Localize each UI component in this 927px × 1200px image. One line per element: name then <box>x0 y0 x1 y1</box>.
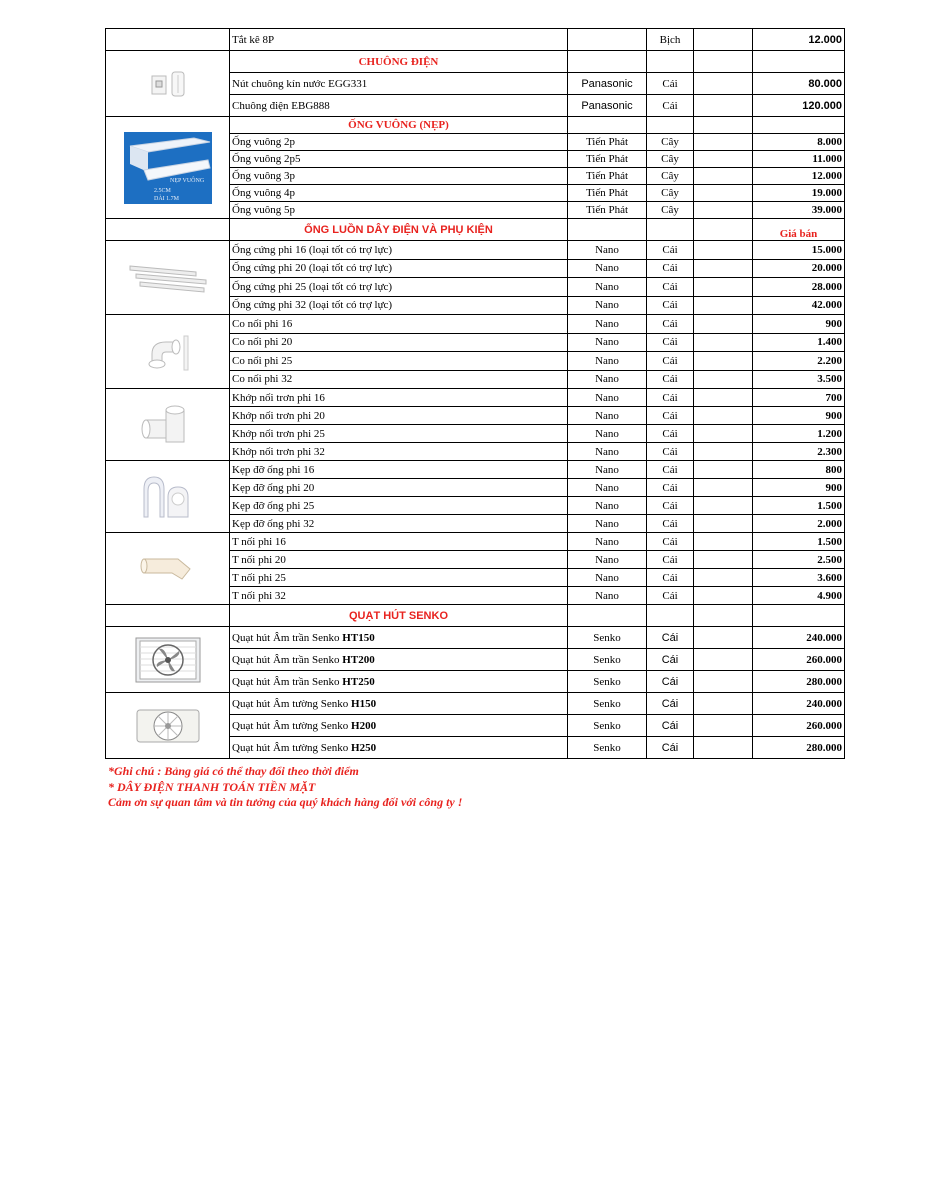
empty-cell <box>694 219 753 241</box>
item-brand: Panasonic <box>568 95 647 117</box>
item-name: Co nối phi 20 <box>230 333 568 352</box>
item-name: Chuông điện EBG888 <box>230 95 568 117</box>
item-brand: Senko <box>568 715 647 737</box>
item-price: 900 <box>753 479 845 497</box>
item-brand: Tiến Phát <box>568 202 647 219</box>
item-price: 240.000 <box>753 627 845 649</box>
item-name: Khớp nối trơn phi 32 <box>230 443 568 461</box>
item-brand: Nano <box>568 515 647 533</box>
empty-cell <box>694 185 753 202</box>
item-name: Kẹp đỡ ống phi 25 <box>230 497 568 515</box>
item-unit: Cái <box>647 425 694 443</box>
empty-cell <box>647 605 694 627</box>
item-brand: Senko <box>568 693 647 715</box>
section-title: ỐNG VUÔNG (NẸP) <box>230 117 568 134</box>
table-row <box>106 389 845 407</box>
empty-cell <box>106 219 230 241</box>
item-unit: Cây <box>647 151 694 168</box>
empty-cell <box>694 134 753 151</box>
table-row <box>106 605 845 627</box>
item-unit: Bịch <box>647 29 694 51</box>
item-price: 4.900 <box>753 587 845 605</box>
item-name: Khớp nối trơn phi 25 <box>230 425 568 443</box>
item-price: 1.500 <box>753 533 845 551</box>
item-unit: Cây <box>647 185 694 202</box>
item-name <box>230 649 568 671</box>
item-name: Nút chuông kín nước EGG331 <box>230 73 568 95</box>
empty-cell <box>694 241 753 260</box>
table-row <box>106 533 845 551</box>
item-name: Ống vuông 5p <box>230 202 568 219</box>
item-price: 12.000 <box>753 168 845 185</box>
note-line: Cảm ơn sự quan tâm và tin tưởng của quý khách hàng đối với công ty ! <box>108 795 463 809</box>
item-unit: Cái <box>647 551 694 569</box>
note-line: *Ghi chú : Bảng giá có thể thay đổi theo thời điểm <box>108 764 359 778</box>
empty-cell <box>694 333 753 352</box>
empty-cell <box>568 605 647 627</box>
item-name: Ống vuông 2p5 <box>230 151 568 168</box>
fan-model: H150 <box>351 697 377 710</box>
empty-cell <box>694 497 753 515</box>
fan-model: HT250 <box>342 675 375 688</box>
empty-cell <box>694 259 753 278</box>
item-brand: Nano <box>568 425 647 443</box>
empty-cell <box>694 95 753 117</box>
item-brand: Tiến Phát <box>568 185 647 202</box>
coupling-icon <box>138 400 198 450</box>
fan-model: H200 <box>351 719 377 732</box>
item-price: 800 <box>753 461 845 479</box>
item-name: T nối phi 20 <box>230 551 568 569</box>
item-price: 260.000 <box>753 649 845 671</box>
empty-cell <box>694 202 753 219</box>
empty-cell <box>694 443 753 461</box>
item-price: 260.000 <box>753 715 845 737</box>
clip-icon <box>138 469 198 525</box>
item-name: Co nối phi 16 <box>230 315 568 334</box>
item-unit: Cái <box>647 278 694 297</box>
item-name: Ống cứng phi 16 (loại tốt có trợ lực) <box>230 241 568 260</box>
fan-name-prefix: Quạt hút Âm trần Senko <box>232 631 343 644</box>
fan-name-prefix: Quạt hút Âm trần Senko <box>232 653 343 666</box>
empty-cell <box>694 151 753 168</box>
item-name: Ống cứng phi 32 (loại tốt có trợ lực) <box>230 296 568 315</box>
table-row <box>106 51 845 73</box>
item-brand: Senko <box>568 627 647 649</box>
price-header: Giá bán <box>753 219 845 241</box>
notes <box>108 764 462 811</box>
item-price: 2.300 <box>753 443 845 461</box>
empty-cell <box>106 605 230 627</box>
table-row <box>106 241 845 260</box>
table-row <box>106 627 845 649</box>
item-unit: Cái <box>647 461 694 479</box>
wall-fan-icon <box>135 706 201 746</box>
item-unit: Cái <box>647 737 694 759</box>
item-brand: Tiến Phát <box>568 134 647 151</box>
empty-cell <box>694 551 753 569</box>
duct-label-2: 2.5CM <box>153 187 171 194</box>
empty-cell <box>694 389 753 407</box>
empty-cell <box>694 73 753 95</box>
item-brand: Nano <box>568 587 647 605</box>
item-brand: Nano <box>568 407 647 425</box>
empty-cell <box>694 425 753 443</box>
empty-cell <box>694 51 753 73</box>
fan-model: HT150 <box>342 631 375 644</box>
item-unit: Cái <box>647 315 694 334</box>
empty-cell <box>694 461 753 479</box>
item-brand: Nano <box>568 315 647 334</box>
item-brand: Nano <box>568 443 647 461</box>
item-unit: Cái <box>647 497 694 515</box>
item-name: Ống cứng phi 25 (loại tốt có trợ lực) <box>230 278 568 297</box>
item-brand: Nano <box>568 352 647 371</box>
empty-cell <box>694 715 753 737</box>
empty-cell <box>694 693 753 715</box>
tee-image <box>106 533 230 605</box>
section-title: ỐNG LUỒN DÂY ĐIỆN VÀ PHỤ KIỆN <box>230 219 568 241</box>
empty-cell <box>694 671 753 693</box>
clip-image <box>106 461 230 533</box>
item-price: 900 <box>753 407 845 425</box>
empty-cell <box>568 117 647 134</box>
item-brand: Tiến Phát <box>568 151 647 168</box>
item-name: Kẹp đỡ ống phi 32 <box>230 515 568 533</box>
item-unit: Cái <box>647 627 694 649</box>
fan-name-prefix: Quạt hút Âm tường Senko <box>232 719 352 732</box>
duct-label-3: DÀI 1.7M <box>153 195 179 202</box>
empty-cell <box>568 51 647 73</box>
empty-cell <box>694 315 753 334</box>
empty-cell <box>694 649 753 671</box>
item-brand: Senko <box>568 737 647 759</box>
item-brand: Nano <box>568 479 647 497</box>
empty-cell <box>694 296 753 315</box>
item-unit: Cái <box>647 370 694 389</box>
empty-cell <box>694 278 753 297</box>
wall-fan-image <box>106 693 230 759</box>
item-brand: Nano <box>568 333 647 352</box>
item-unit: Cái <box>647 715 694 737</box>
item-unit: Cây <box>647 168 694 185</box>
item-price: 15.000 <box>753 241 845 260</box>
item-price: 19.000 <box>753 185 845 202</box>
empty-cell <box>647 219 694 241</box>
item-price: 120.000 <box>753 95 845 117</box>
item-brand: Panasonic <box>568 73 647 95</box>
item-name: Tắt kê 8P <box>230 29 568 51</box>
item-brand: Nano <box>568 389 647 407</box>
item-unit: Cái <box>647 73 694 95</box>
item-unit: Cây <box>647 202 694 219</box>
item-unit: Cái <box>647 333 694 352</box>
item-brand: Nano <box>568 551 647 569</box>
table-row <box>106 693 845 715</box>
item-unit: Cái <box>647 296 694 315</box>
empty-cell <box>694 605 753 627</box>
empty-cell <box>694 407 753 425</box>
fan-model: HT200 <box>342 653 375 666</box>
coupling-image <box>106 389 230 461</box>
item-price: 280.000 <box>753 737 845 759</box>
item-name <box>230 627 568 649</box>
item-price: 20.000 <box>753 259 845 278</box>
doorbell-icon <box>146 67 190 101</box>
item-unit: Cái <box>647 569 694 587</box>
item-brand: Tiến Phát <box>568 168 647 185</box>
item-price: 42.000 <box>753 296 845 315</box>
item-brand: Nano <box>568 259 647 278</box>
note-line: * DÂY ĐIỆN THANH TOÁN TIỀN MẶT <box>108 779 316 794</box>
empty-cell <box>694 370 753 389</box>
item-name: Khớp nối trơn phi 16 <box>230 389 568 407</box>
empty-cell <box>753 117 845 134</box>
item-unit: Cái <box>647 95 694 117</box>
item-name: Co nối phi 32 <box>230 370 568 389</box>
item-name <box>230 693 568 715</box>
empty-cell <box>694 569 753 587</box>
item-unit: Cái <box>647 259 694 278</box>
elbow-icon <box>138 324 198 380</box>
item-price: 3.600 <box>753 569 845 587</box>
item-unit: Cái <box>647 649 694 671</box>
item-brand: Nano <box>568 370 647 389</box>
item-name: Kẹp đỡ ống phi 16 <box>230 461 568 479</box>
item-brand: Nano <box>568 497 647 515</box>
empty-cell <box>647 117 694 134</box>
fan-name-prefix: Quạt hút Âm tường Senko <box>232 697 352 710</box>
table-row <box>106 315 845 334</box>
item-price: 80.000 <box>753 73 845 95</box>
item-unit: Cái <box>647 389 694 407</box>
fan-model: H250 <box>351 741 377 754</box>
empty-cell <box>753 605 845 627</box>
item-unit: Cái <box>647 443 694 461</box>
table-row <box>106 461 845 479</box>
item-unit: Cái <box>647 693 694 715</box>
item-price: 12.000 <box>753 29 845 51</box>
price-table <box>105 28 845 759</box>
item-name: Co nối phi 25 <box>230 352 568 371</box>
item-unit: Cái <box>647 671 694 693</box>
pipe-icon <box>126 258 210 298</box>
item-price: 3.500 <box>753 370 845 389</box>
item-brand: Nano <box>568 241 647 260</box>
item-brand: Nano <box>568 461 647 479</box>
item-name: Khớp nối trơn phi 20 <box>230 407 568 425</box>
doorbell-image <box>106 51 230 117</box>
item-name <box>230 671 568 693</box>
item-name: Kẹp đỡ ống phi 20 <box>230 479 568 497</box>
item-price: 11.000 <box>753 151 845 168</box>
empty-cell <box>694 168 753 185</box>
item-unit: Cái <box>647 407 694 425</box>
table-row <box>106 219 845 241</box>
item-name: Ống vuông 3p <box>230 168 568 185</box>
empty-cell <box>568 219 647 241</box>
ceiling-fan-icon <box>135 637 201 683</box>
item-name: T nối phi 25 <box>230 569 568 587</box>
item-unit: Cái <box>647 352 694 371</box>
item-name: T nối phi 32 <box>230 587 568 605</box>
item-brand: Nano <box>568 296 647 315</box>
item-price: 700 <box>753 389 845 407</box>
table-row <box>106 117 845 134</box>
empty-cell <box>694 533 753 551</box>
item-name: Ống vuông 4p <box>230 185 568 202</box>
item-unit: Cái <box>647 587 694 605</box>
empty-cell <box>694 627 753 649</box>
section-title: CHUÔNG ĐIỆN <box>230 51 568 73</box>
section-title: QUẠT HÚT SENKO <box>230 605 568 627</box>
elbow-image <box>106 315 230 389</box>
empty-cell <box>694 117 753 134</box>
item-price: 900 <box>753 315 845 334</box>
item-price: 1.500 <box>753 497 845 515</box>
empty-cell <box>694 587 753 605</box>
ceiling-fan-image <box>106 627 230 693</box>
item-price: 8.000 <box>753 134 845 151</box>
item-unit: Cái <box>647 515 694 533</box>
empty-cell <box>694 515 753 533</box>
item-price: 2.500 <box>753 551 845 569</box>
item-price: 28.000 <box>753 278 845 297</box>
empty-cell <box>694 737 753 759</box>
item-brand: Senko <box>568 649 647 671</box>
item-price: 2.000 <box>753 515 845 533</box>
item-unit: Cái <box>647 533 694 551</box>
empty-cell <box>694 352 753 371</box>
item-name: T nối phi 16 <box>230 533 568 551</box>
duct-label-1: NẸP VUÔNG <box>169 177 204 184</box>
tee-icon <box>138 549 198 589</box>
item-unit: Cái <box>647 479 694 497</box>
item-brand: Nano <box>568 569 647 587</box>
item-name <box>230 737 568 759</box>
item-name: Ống cứng phi 20 (loại tốt có trợ lực) <box>230 259 568 278</box>
item-price: 2.200 <box>753 352 845 371</box>
item-brand: Nano <box>568 278 647 297</box>
item-brand: Senko <box>568 671 647 693</box>
square-duct-image <box>106 117 230 219</box>
fan-name-prefix: Quạt hút Âm tường Senko <box>232 741 352 754</box>
item-price: 1.400 <box>753 333 845 352</box>
item-unit: Cái <box>647 241 694 260</box>
item-price: 240.000 <box>753 693 845 715</box>
table-row <box>106 29 845 51</box>
fan-name-prefix: Quạt hút Âm trần Senko <box>232 675 343 688</box>
item-price: 280.000 <box>753 671 845 693</box>
item-name: Ống vuông 2p <box>230 134 568 151</box>
empty-cell <box>647 51 694 73</box>
empty-cell <box>694 479 753 497</box>
item-name <box>230 715 568 737</box>
pipe-image <box>106 241 230 315</box>
item-price: 39.000 <box>753 202 845 219</box>
square-duct-icon <box>124 132 212 204</box>
item-price: 1.200 <box>753 425 845 443</box>
item-unit: Cây <box>647 134 694 151</box>
item-brand: Nano <box>568 533 647 551</box>
empty-cell <box>753 51 845 73</box>
